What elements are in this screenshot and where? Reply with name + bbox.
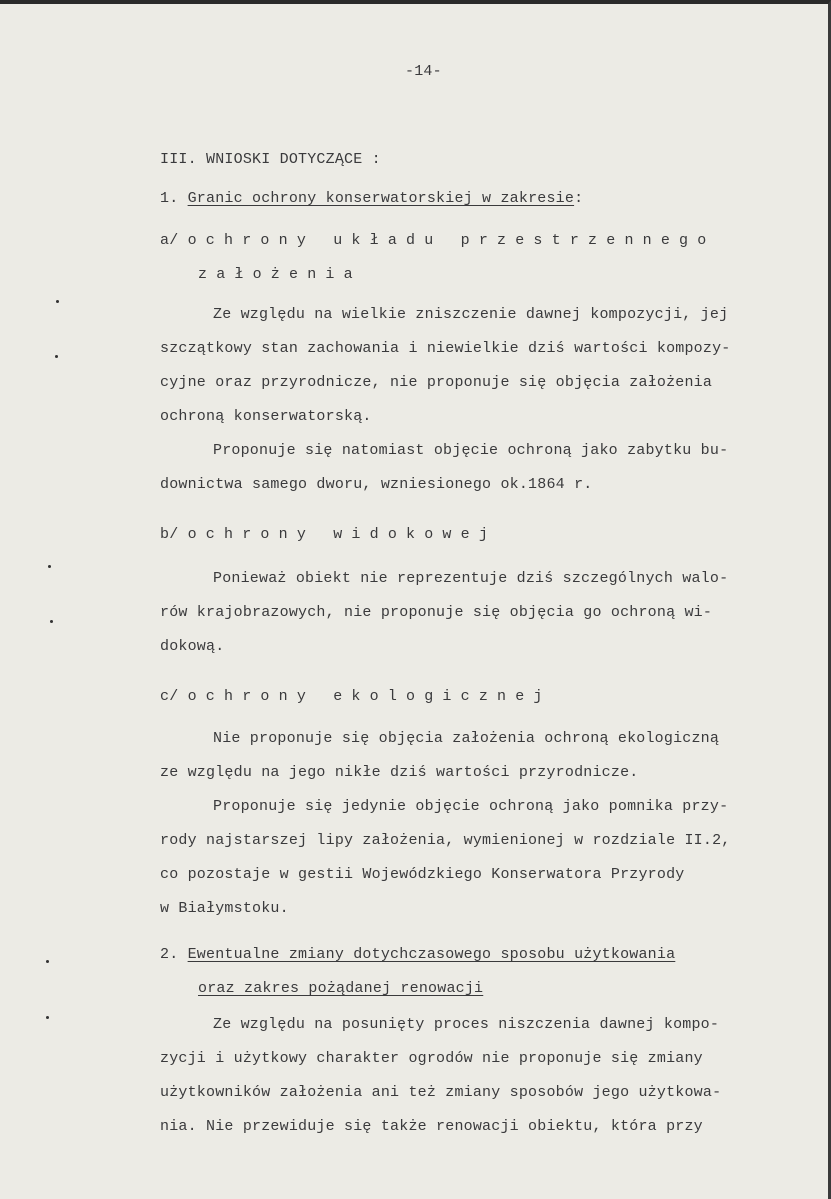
section-heading: III. WNIOSKI DOTYCZĄCE : — [160, 151, 381, 168]
margin-speck — [56, 300, 59, 303]
paragraph-line: Ponieważ obiekt nie reprezentuje dziś szczególnych walo- — [213, 570, 729, 587]
paragraph-line: dokową. — [160, 638, 225, 655]
margin-speck — [46, 1016, 49, 1019]
paragraph-line: zycji i użytkowy charakter ogrodów nie proponuje się zmiany — [160, 1050, 703, 1067]
section-1-title: Granic ochrony konserwatorskiej w zakresie — [187, 190, 575, 207]
paragraph-line: użytkowników założenia ani też zmiany sposobów jego użytkowa- — [160, 1084, 722, 1101]
margin-speck — [55, 355, 58, 358]
section-2-title-line — [160, 945, 675, 965]
paragraph-line: ze względu na jego nikłe dziś wartości przyrodnicze. — [160, 764, 639, 781]
paragraph-line: Proponuje się natomiast objęcie ochroną jako zabytku bu- — [213, 442, 729, 459]
margin-speck — [50, 620, 53, 623]
subsection-a-heading — [160, 231, 715, 251]
paragraph-line: downictwa samego dworu, wzniesionego ok.1864 r. — [160, 476, 593, 493]
margin-speck — [48, 565, 51, 568]
paragraph-line: Ze względu na posunięty proces niszczenia dawnej kompo- — [213, 1016, 720, 1033]
margin-speck — [46, 960, 49, 963]
paragraph-line: co pozostaje w gestii Wojewódzkiego Konserwatora Przyrody — [160, 866, 685, 883]
paragraph-line: nia. Nie przewiduje się także renowacji obiektu, która przy — [160, 1118, 703, 1135]
paragraph-line: ochroną konserwatorską. — [160, 408, 372, 425]
paragraph-line: cyjne oraz przyrodnicze, nie proponuje się objęcia założenia — [160, 374, 713, 391]
subsection-c-heading — [160, 687, 552, 707]
section-2-title: Ewentualne zmiany dotychczasowego sposobu użytkowania — [187, 946, 676, 963]
subsection-b-title: ochrony widokowej — [187, 526, 498, 543]
paragraph-line: rów krajobrazowych, nie proponuje się objęcia go ochroną wi- — [160, 604, 713, 621]
paragraph-line: Proponuje się jedynie objęcie ochroną jako pomnika przy- — [213, 798, 729, 815]
subsection-b-label: b/ — [160, 526, 179, 543]
section-1-title-line — [160, 189, 583, 209]
section-2-title-continued: oraz zakres pożądanej renowacji — [198, 980, 484, 997]
paragraph-line: Nie proponuje się objęcia założenia ochroną ekologiczną — [213, 730, 720, 747]
paragraph-line: Ze względu na wielkie zniszczenie dawnej kompozycji, jej — [213, 306, 729, 323]
paragraph-line: w Białymstoku. — [160, 900, 289, 917]
paragraph-line: rody najstarszej lipy założenia, wymienionej w rozdziale II.2, — [160, 832, 731, 849]
section-2-number: 2. — [160, 946, 179, 963]
subsection-c-title: ochrony ekologicznej — [187, 688, 552, 705]
subsection-c-label: c/ — [160, 688, 179, 705]
section-1-colon: : — [574, 190, 584, 207]
subsection-a-title: ochrony układu przestrzennego — [187, 232, 716, 249]
subsection-b-heading — [160, 525, 497, 545]
section-1-number: 1. — [160, 190, 179, 207]
subsection-a-label: a/ — [160, 232, 179, 249]
subsection-a-title-continued: założenia — [198, 266, 362, 283]
page-number: -14- — [405, 63, 442, 80]
paragraph-line: szczątkowy stan zachowania i niewielkie dziś wartości kompozy- — [160, 340, 731, 357]
